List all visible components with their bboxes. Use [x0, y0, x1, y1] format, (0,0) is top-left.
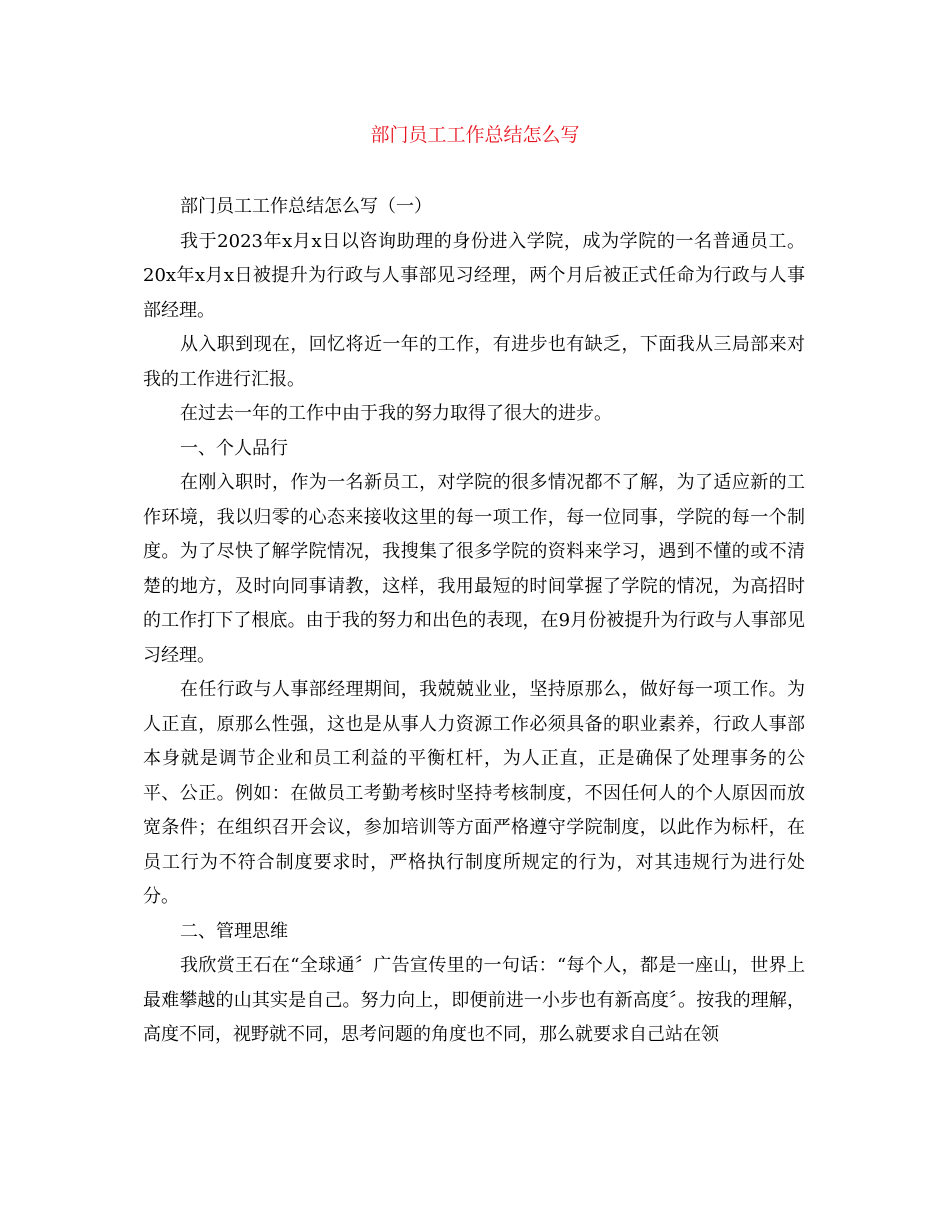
paragraph-subtitle: 部门员工工作总结怎么写（一）	[180, 196, 432, 217]
document-title: 部门员工工作总结怎么写	[370, 124, 580, 146]
paragraph: 在刚入职时，作为一名新员工，对学院的很多情况都不了解，为了适应新的工作环境，我以归零的心态来接收这里的每一项工作，每一位同事，学院的每一个制度。为了尽快了解学院情况，我搜集了很多学院的资料来学习，遇到不懂的或不清楚的地方，及时向同事请教，这样，我用最短的时间掌握了学院的情况，为高招时的工作打下了根底。由于我的努力和出色的表现，在9月份被提升为行政与人事部见习经理。	[143, 472, 805, 666]
paragraph: 我于2023年x月x日以咨询助理的身份进入学院，成为学院的一名普通员工。20x年x月x日被提升为行政与人事部见习经理，两个月后被正式任命为行政与人事部经理。	[143, 230, 805, 321]
section-heading: 二、管理思维	[180, 920, 288, 942]
paragraph: 从入职到现在，回忆将近一年的工作，有进步也有缺乏，下面我从三局部来对我的工作进行汇报。	[143, 334, 805, 390]
paragraph: 在任行政与人事部经理期间，我兢兢业业，坚持原那么，做好每一项工作。为人正直，原那么性强，这也是从事人力资源工作必须具备的职业素养，行政人事部本身就是调节企业和员工利益的平衡杠杆，为人正直，正是确保了处理事务的公平、公正。例如：在做员工考勤考核时坚持考核制度，不因任何人的个人原因而放宽条件；在组织召开会议，参加培训等方面严格遵守学院制度，以此作为标杆，在员工行为不符合制度要求时，严格执行制度所规定的行为，对其违规行为进行处分。	[143, 679, 805, 907]
paragraph: 我欣赏王石在“全球通〞广告宣传里的一句话：“每个人，都是一座山，世界上最难攀越的山其实是自己。努力向上，即便前进一小步也有新高度〞。按我的理解，高度不同，视野就不同，思考问题的角度也不同，那么就要求自己站在领	[143, 955, 805, 1045]
section-heading: 一、个人品行	[180, 437, 288, 459]
document-body	[143, 190, 805, 1053]
paragraph: 在过去一年的工作中由于我的努力取得了很大的进步。	[180, 403, 612, 424]
